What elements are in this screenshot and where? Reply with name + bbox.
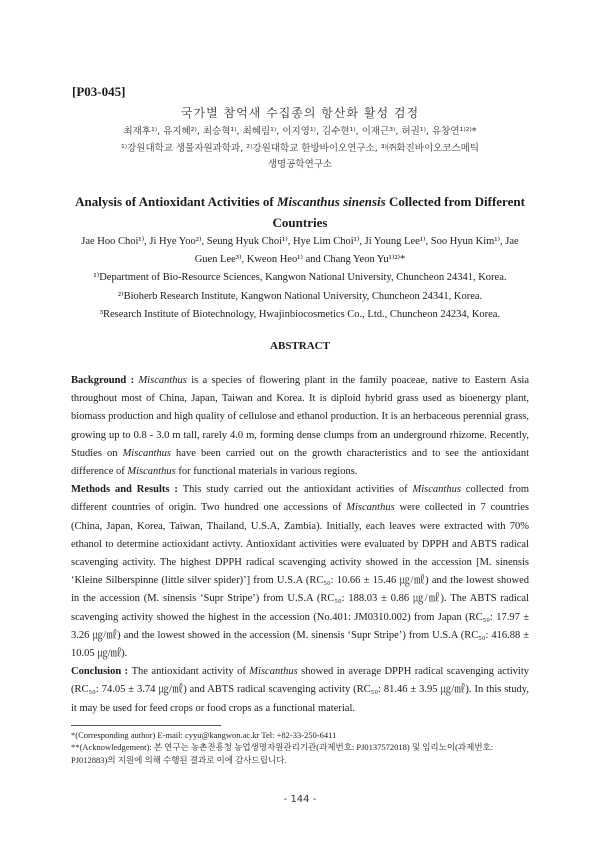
- abstract-heading: ABSTRACT: [270, 340, 330, 352]
- page-number: - 144 -: [283, 794, 317, 805]
- english-title-after: Collected from Different Countries: [272, 194, 525, 230]
- conclusion-t3: showed in average DPPH radical scavenging activity (RC₅₀: 74.05 ± 3.74 ㎍/㎖) and ABTS radical scavenging activity (RC₅₀: 81.46 ± 3.95 ㎍/㎖). In this study, it may be used for feed crops or food crops as a functional material.: [71, 666, 529, 714]
- english-title: [70, 191, 530, 233]
- methods-paragraph: [71, 481, 529, 663]
- conclusion-t1: The antioxidant activity of: [131, 666, 250, 678]
- methods-t4: Miscanthus: [346, 502, 395, 514]
- background-t1: Miscanthus: [138, 375, 187, 386]
- english-authors: Jae Hoo Choi¹⁾, Ji Hye Yoo²⁾, Seung Hyuk Choi¹⁾, Hye Lim Choi¹⁾, Ji Young Lee¹⁾, Soo Hyun Kim¹⁾, Jae Guen Lee³⁾, Kweon Heo¹⁾ and Chang Yeon Yu¹⁾²⁾*: [81, 236, 519, 265]
- background-t4: have been carried out on the growth characteristics and to see the antioxidant difference of: [71, 447, 530, 478]
- footnote-rule: [71, 725, 221, 726]
- methods-t3: collected from different countries of origin. Two hundred one accessions of: [71, 484, 529, 514]
- poster-code: [P03-045]: [72, 84, 126, 99]
- methods-label: Methods and Results :: [71, 484, 183, 496]
- affiliation-1: ¹⁾Department of Bio-Resource Sciences, Kangwon National University, Chuncheon 24341, Korea.: [93, 272, 507, 283]
- korean-affiliation-line2: 생명공학연구소: [267, 159, 333, 170]
- background-t6: for functional materials in various regions.: [175, 466, 358, 478]
- background-t3: Miscanthus: [122, 447, 171, 459]
- background-label: Background :: [71, 375, 139, 386]
- conclusion-label: Conclusion :: [71, 666, 132, 678]
- background-t2: is a species of flowering plant in the family poaceae, native to Eastern Asia throughout most of China, Japan, Taiwan and Korea. It is diploid hybrid grass used as bioenergy plant, biomass production and high quality of cellulose and ethanol production. It is an herbaceous perennial grass, growing up to 0.8 - 3.0 m tall, rarely 4.0 m, forming dense clumps from an underground rhizome. Recently, Studies on: [71, 375, 529, 459]
- methods-t1: This study carried out the antioxidant activities of: [182, 484, 413, 496]
- korean-title: 국가별 참억새 수집종의 항산화 활성 검정: [180, 106, 420, 120]
- affiliation-3: ³Research Institute of Biotechnology, Hwajinbiocosmetics Co., Ltd., Chuncheon 24234, Korea.: [99, 309, 501, 320]
- footnote-corresponding: *(Corresponding author) E-mail: cyyu@kangwon.ac.kr Tel: +82-33-250-6411: [71, 730, 337, 740]
- english-title-species: Miscanthus sinensis: [276, 194, 386, 209]
- conclusion-paragraph: [71, 663, 529, 718]
- methods-t5: were collected in 7 countries (China, Japan, Korea, Taiwan, Thailand, U.S.A, Zambia). Initially, each leaves were extracted with 70% ethanol to determine actioxidant activty. Antioxidant activities were evaluated by DPPH and ABTS radical scavenging activity. The highest DPPH radical scavenging activity showed in the accession [M. sinensis ‘Kleine Silberspinne (little silver spider)’] from U.S.A (RC₅₀: 10.66 ± 15.46 ㎍/㎖) and the lowest showed in the accession (M. sinensis ‘Supr Stripe’) from U.S.A (RC₅₀: 188.03 ± 0.86 ㎍/㎖). The ABTS radical scavenging activity showed the highest in the accession (No.401: JM0310.002) from Japan (RC₅₀: 17.97 ± 3.26 ㎍/㎖) and the lowest showed in the accession (M. sinensis ‘Supr Stripe’) from U.S.A (RC₅₀: 416.88 ± 10.05 ㎍/㎖).: [71, 502, 529, 660]
- abstract-body: [71, 372, 529, 718]
- background-t5: Miscanthus: [127, 466, 176, 478]
- methods-t2: Miscanthus: [412, 484, 461, 496]
- affiliation-2: ²⁾Bioherb Research Institute, Kangwon National University, Chuncheon 24341, Korea.: [117, 291, 483, 302]
- background-paragraph: [71, 372, 529, 481]
- korean-affiliation-line1: ¹⁾강원대학교 생물자원과학과, ²⁾강원대학교 한방바이오연구소, ³⁾㈜화진바이오코스메틱: [120, 143, 480, 154]
- korean-authors: 최재후¹⁾, 유지혜²⁾, 최승혁¹⁾, 최혜림¹⁾, 이지영¹⁾, 김수현¹⁾, 이재근³⁾, 허권¹⁾, 유창연¹⁾²⁾*: [123, 126, 477, 137]
- english-title-before: Analysis of Antioxidant Activities of: [75, 194, 277, 209]
- footnote-acknowledgement: **(Acknowledgement): 본 연구는 농촌진흥청 농업생명자원관리기관(과제번호: PJ0137572018) 및 임리노이(과제번호: PJ012883)의 지원에 의해 수행된 결과로 이에 감사드립니다.: [71, 742, 494, 765]
- conclusion-t2: Miscanthus: [249, 666, 298, 678]
